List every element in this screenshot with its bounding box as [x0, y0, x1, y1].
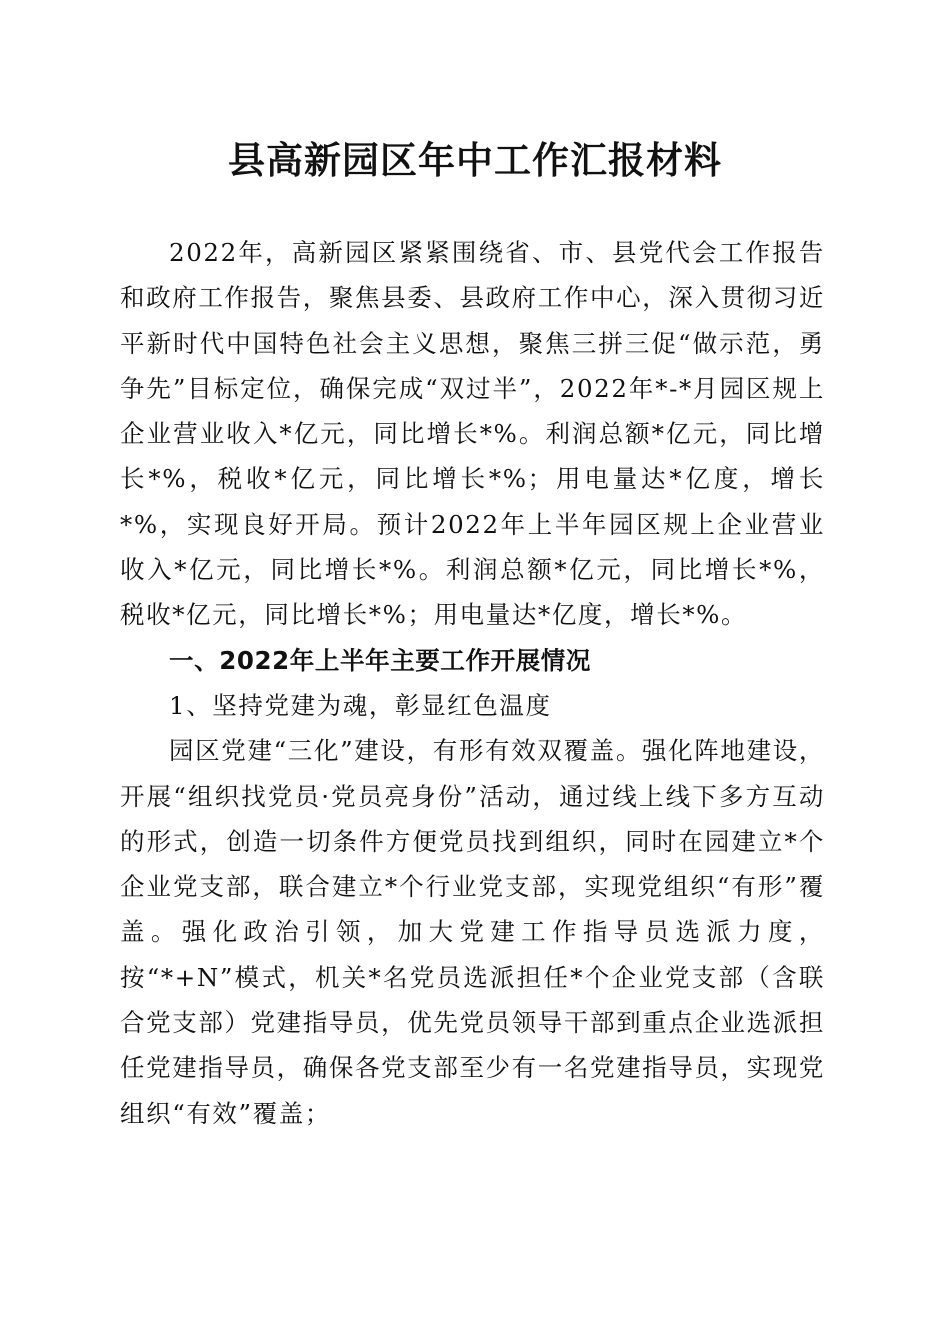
- section-heading: 一、2022年上半年主要工作开展情况: [169, 645, 591, 675]
- document-body: [120, 230, 825, 1136]
- subsection-heading: 1、坚持党建为魂，彰显红色温度: [169, 690, 552, 720]
- body-paragraph: 园区党建“三化”建设，有形有效双覆盖。强化阵地建设，开展“组织找党员·党员亮身份”活动，通过线上线下多方互动的形式，创造一切条件方便党员找到组织，同时在园建立*个企业党支部，联合建立*个行业党支部，实现党组织“有形”覆盖。强化政治引领，加大党建工作指导员选派力度，按“*+N”模式，机关*名党员选派担任*个企业党支部（含联合党支部）党建指导员，优先党员领导干部到重点企业选派担任党建指导员，确保各党支部至少有一名党建指导员，实现党组织“有效”覆盖；: [120, 736, 825, 1128]
- document-title: 县高新园区年中工作汇报材料: [228, 138, 722, 182]
- intro-paragraph: 2022年，高新园区紧紧围绕省、市、县党代会工作报告和政府工作报告，聚焦县委、县政府工作中心，深入贯彻习近平新时代中国特色社会主义思想，聚焦三拼三促“做示范，勇争先”目标定位，确保完成“双过半”，2022年*-*月园区规上企业营业收入*亿元，同比增长*%。利润总额*亿元，同比增长*%，税收*亿元，同比增长*%；用电量达*亿度，增长*%，实现良好开局。预计2022年上半年园区规上企业营业收入*亿元，同比增长*%。利润总额*亿元，同比增长*%，税收*亿元，同比增长*%；用电量达*亿度，增长*%。: [120, 238, 825, 630]
